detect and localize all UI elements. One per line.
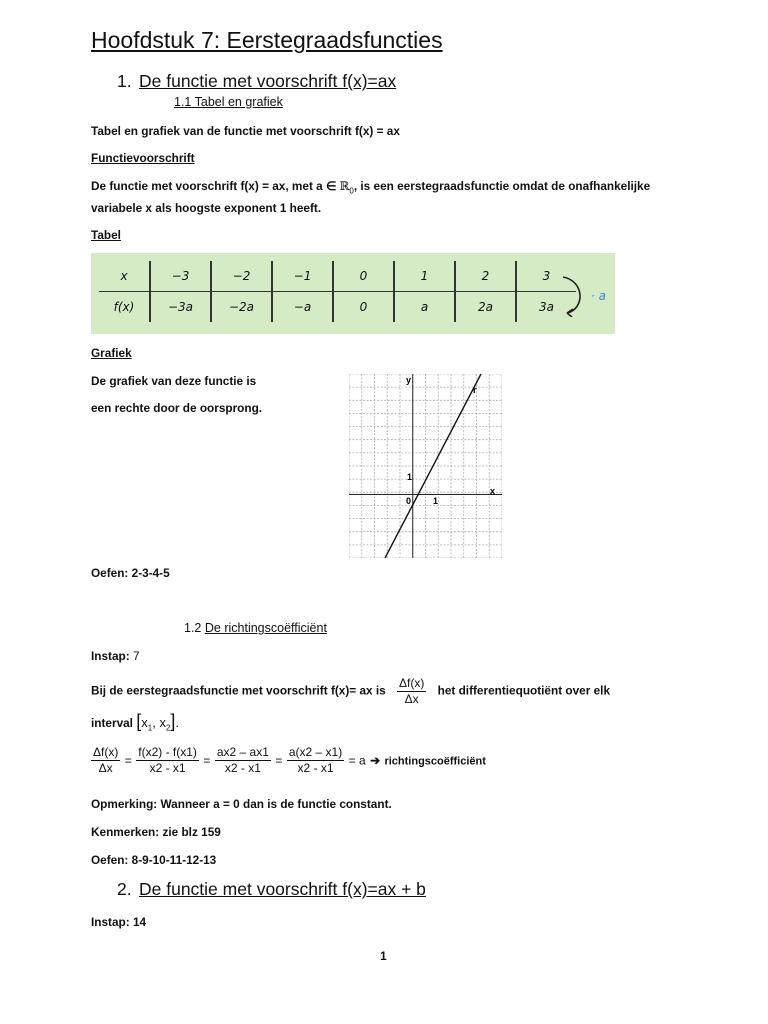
subsection-1-2-title: De richtingscoëfficiënt — [204, 621, 327, 635]
opmerking: Opmerking: Wanneer a = 0 dan is de functie constant. — [91, 797, 392, 811]
real-numbers-symbol: ℝ — [339, 179, 350, 193]
dq-fraction — [397, 676, 426, 707]
subsection-1-2-heading — [184, 621, 327, 635]
section-2-heading — [117, 879, 426, 900]
table-cell: 2a — [455, 292, 516, 323]
dq-numerator: Δf(x) — [398, 676, 425, 690]
formula-label: richtingscoëfficiënt — [384, 755, 486, 768]
subsection-1-2-number: 1.2 — [184, 621, 202, 635]
formula-denominator: x2 - x1 — [224, 761, 261, 775]
section-2-number: 2. — [117, 879, 132, 899]
table-row-x — [99, 261, 576, 292]
formula-numerator: Δf(x) — [93, 745, 119, 759]
table-cell: a — [394, 292, 455, 323]
oefen-1-1: Oefen: 2-3-4-5 — [91, 566, 170, 580]
right-arrow-icon: ➔ — [370, 753, 380, 768]
value-table — [99, 261, 576, 322]
voorschrift-line-1 — [91, 179, 650, 195]
label-grafiek: Grafiek — [91, 346, 132, 360]
y-axis-label: y — [406, 375, 412, 385]
formula-fraction-4 — [287, 745, 344, 776]
intro-text: Tabel en grafiek van de functie met voorschrift f(x) = ax — [91, 124, 400, 138]
formula-fraction-3 — [215, 745, 271, 776]
multiply-arrow-icon — [559, 273, 589, 317]
formula-fraction-2 — [136, 745, 199, 776]
real-numbers-subscript: 0 — [349, 186, 354, 196]
line-label-r: r — [473, 385, 477, 395]
x-axis-label: x — [490, 486, 496, 496]
table-cell: −3a — [150, 292, 211, 323]
voorschrift-text-b: , is een eerstegraadsfunctie omdat de onafhankelijke — [353, 179, 651, 193]
page-title: Hoofdstuk 7: Eerstegraadsfuncties — [91, 27, 443, 53]
instap-value: 7 — [132, 649, 140, 663]
formula-fraction-1 — [91, 745, 120, 776]
graph-grid — [349, 374, 502, 558]
y-tick-label-1: 1 — [407, 472, 413, 482]
formula-numerator: ax2 – ax1 — [216, 745, 269, 759]
table-cell: −3 — [150, 261, 211, 292]
instap-label: Instap: — [91, 649, 130, 663]
oefen-1-2: Oefen: 8-9-10-11-12-13 — [91, 853, 217, 867]
section-1-heading — [117, 71, 396, 92]
rc-formula: $\frac{\Delta f(x)}{\Delta x}$ = $\frac{f(x2) - f(x1)}{x2 - x1}$ = $\frac{ax2 - ax1}{x2 - x1}$ = $\frac{a(x2 - x1)}{x2 - x1}$ = a ➔ richtingscoëfficiënt — [93, 745, 486, 775]
formula-denominator: Δx — [98, 761, 113, 775]
interval-label: interval — [91, 716, 133, 730]
dq-text-a: Bij de eerstegraadsfunctie met voorschrift f(x)= ax is — [91, 683, 386, 698]
table-cell: −1 — [272, 261, 333, 292]
table-cell: −2a — [211, 292, 272, 323]
x-tick-label-1: 1 — [433, 496, 439, 506]
section-1-title: De functie met voorschrift f(x)=ax — [139, 71, 397, 91]
origin-label: 0 — [406, 496, 412, 506]
table-cell: f(x) — [113, 300, 135, 314]
label-functievoorschrift: Functievoorschrift — [91, 151, 195, 165]
instap-1-2 — [91, 649, 140, 663]
instap-2: Instap: 14 — [91, 915, 147, 929]
value-table-panel — [91, 253, 615, 334]
formula-numerator: f(x2) - f(x1) — [138, 745, 197, 759]
table-cell: 3a — [516, 292, 576, 323]
dq-denominator: Δx — [404, 692, 419, 706]
page-number: 1 — [380, 949, 387, 963]
kenmerken: Kenmerken: zie blz 159 — [91, 825, 221, 839]
interval-expression: [$x_1$, $x_2$]. — [136, 711, 180, 733]
voorschrift-text-a: De functie met voorschrift f(x) = ax, met a ∈ — [91, 179, 340, 193]
table-row-fx — [99, 292, 576, 323]
label-tabel: Tabel — [91, 228, 121, 242]
table-cell: −2 — [211, 261, 272, 292]
voorschrift-line-2: variabele x als hoogste exponent 1 heeft. — [91, 201, 322, 215]
table-cell: 2 — [455, 261, 516, 292]
table-cell: 0 — [333, 261, 394, 292]
formula-result: = a — [348, 753, 366, 768]
section-2-title: De functie met voorschrift f(x)=ax + b — [139, 879, 426, 899]
table-cell: −a — [272, 292, 333, 323]
subsection-1-1-heading: 1.1 Tabel en grafiek — [174, 95, 283, 109]
dq-text-b: het differentiequotiënt over elk — [437, 683, 611, 698]
table-cell: 3 — [516, 261, 576, 292]
formula-numerator: a(x2 – x1) — [288, 745, 343, 759]
formula-denominator: x2 - x1 — [297, 761, 334, 775]
linear-graph — [349, 374, 502, 558]
table-cell: 0 — [333, 292, 394, 323]
section-1-number: 1. — [117, 71, 132, 91]
differentiequotient-line — [91, 676, 610, 707]
table-cell: x — [99, 261, 150, 292]
table-cell: 1 — [394, 261, 455, 292]
grafiek-line-1: De grafiek van deze functie is — [91, 374, 257, 388]
grafiek-line-2: een rechte door de oorsprong. — [91, 401, 263, 415]
multiplier-label: · a — [591, 289, 606, 303]
formula-denominator: x2 - x1 — [149, 761, 186, 775]
interval-line — [91, 711, 179, 733]
